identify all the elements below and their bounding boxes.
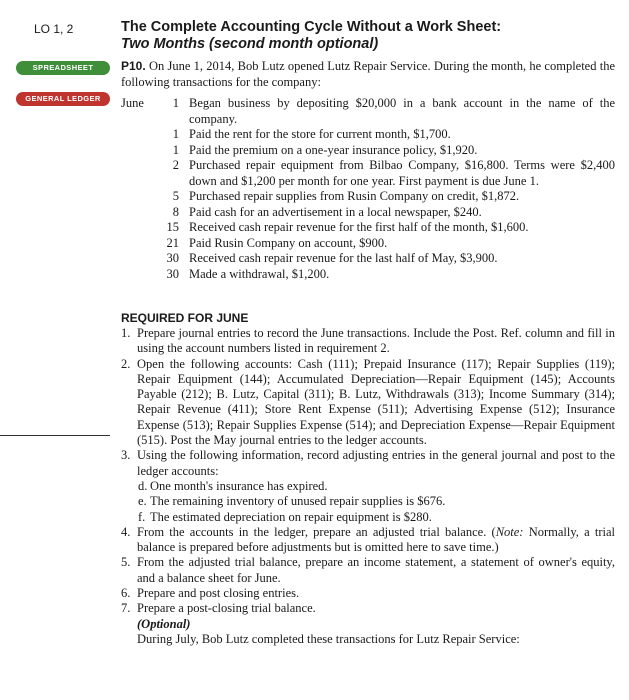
margin-rule <box>0 435 110 436</box>
transaction-list <box>121 96 615 282</box>
transaction-day: 2 <box>172 158 179 172</box>
requirement-text: Prepare and post closing entries. <box>137 586 300 601</box>
transaction-text: Began business by depositing $20,000 in a bank account in the name of the company. <box>189 96 615 126</box>
requirement-main-text: From the accounts in the ledger, prepare an adjusted trial balance. <box>137 524 487 539</box>
transaction-text: Received cash repair revenue for the last half of May, $3,900. <box>189 251 498 265</box>
transaction-row <box>121 251 615 267</box>
transaction-day: 30 <box>166 266 179 281</box>
transaction-text: Purchased repair supplies from Rusin Company on credit, $1,872. <box>189 189 520 203</box>
transaction-row <box>121 267 615 283</box>
optional-section <box>121 617 615 648</box>
transaction-text: Paid the rent for the store for current month, $1,700. <box>189 127 451 141</box>
spreadsheet-badge: SPREADSHEET <box>16 61 110 75</box>
problem-intro <box>121 58 615 90</box>
transaction-text: Purchased repair equipment from Bilbao Company, $16,800. Terms were $2,400 down and $1,200 per month for one year. First payment is due June 1. <box>189 158 615 188</box>
note-label: Note: <box>495 524 524 539</box>
transaction-row <box>121 205 615 221</box>
requirement-item <box>121 448 615 479</box>
requirement-item <box>121 326 615 357</box>
requirement-number: 1. <box>121 326 131 340</box>
requirement-number: 4. <box>121 524 131 539</box>
transaction-day: 1 <box>172 142 179 157</box>
requirement-number: 6. <box>121 586 131 601</box>
transaction-text: Made a withdrawal, $1,200. <box>189 266 330 281</box>
optional-text: During July, Bob Lutz completed these transactions for Lutz Repair Service: <box>137 631 520 646</box>
general-ledger-badge: GENERAL LEDGER <box>16 92 110 106</box>
title-line-2: Two Months (second month optional) <box>121 36 379 52</box>
transaction-row <box>121 96 615 127</box>
requirement-number: 5. <box>121 555 131 570</box>
title-line-1: The Complete Accounting Cycle Without a Work Sheet: <box>121 19 502 35</box>
transaction-text: Paid cash for an advertisement in a local newspaper, $240. <box>189 204 482 219</box>
adjustment-letter: d. <box>138 478 148 493</box>
transaction-day: 1 <box>172 127 179 141</box>
transaction-day: 21 <box>166 235 179 250</box>
note-text: Normally, a trial balance is prepared before adjustments but is omitted here to save time.) <box>137 524 615 555</box>
requirement-number: 7. <box>121 601 131 616</box>
transaction-day: 15 <box>166 220 179 234</box>
adjustment-item <box>121 510 615 525</box>
adjustment-text: The estimated depreciation on repair equipment is $280. <box>150 509 432 524</box>
transaction-text: Received cash repair revenue for the first half of the month, $1,600. <box>189 220 529 234</box>
adjustment-text: The remaining inventory of unused repair supplies is $676. <box>150 494 446 509</box>
transaction-row <box>121 158 615 189</box>
adjustment-letter: f. <box>138 509 146 524</box>
transaction-text: Paid Rusin Company on account, $900. <box>189 235 388 250</box>
required-heading: REQUIRED FOR JUNE <box>121 311 249 325</box>
learning-objective: LO 1, 2 <box>34 22 74 36</box>
adjustment-letter: e. <box>138 494 147 509</box>
transaction-day: 5 <box>172 189 179 203</box>
requirement-text: Prepare a post-closing trial balance. <box>137 601 316 616</box>
problem-title <box>121 19 601 53</box>
requirement-text: From the adjusted trial balance, prepare an income statement, a statement of owner's equity, and a balance sheet for June. <box>137 555 615 585</box>
adjustment-item <box>121 479 615 494</box>
transaction-day: 8 <box>172 204 179 219</box>
transaction-day: 1 <box>172 96 179 110</box>
requirement-text: Using the following information, record adjusting entries in the general journal and post to the ledger accounts: <box>137 448 615 478</box>
requirement-text: Open the following accounts: Cash (111); Prepaid Insurance (117); Repair Supplies (119); Repair Equipment (144); Accumulated Depreciation—Repair Equipment (145); Accounts Payable (212); B. Lutz, Capital (311); B. Lutz, Withdrawals (313); Income Summary (314); Repair Revenue (411); Store Rent Expense (511); Advertising Expense (512); Insurance Expense (513); Repair Supplies Expense (514); and Depreciation Expense—Repair Equipment (515). Post the May journal entries to the ledger accounts. <box>137 356 615 448</box>
transaction-day: 30 <box>166 251 179 265</box>
requirement-number: 3. <box>121 448 131 463</box>
transaction-text: Paid the premium on a one-year insurance policy, $1,920. <box>189 142 478 157</box>
requirement-item <box>121 601 615 616</box>
adjustment-item <box>121 494 615 509</box>
requirement-text: Prepare journal entries to record the June transactions. Include the Post. Ref. column and fill in using the account numbers listed in requirement 2. <box>137 326 615 356</box>
problem-number: P10. <box>121 59 146 73</box>
problem-intro-text: On June 1, 2014, Bob Lutz opened Lutz Repair Service. During the month, he completed the following transactions for the company: <box>121 59 616 89</box>
transaction-row <box>121 189 615 205</box>
requirement-item <box>121 357 615 449</box>
transaction-row <box>121 220 615 236</box>
requirement-item <box>121 555 615 586</box>
requirement-item <box>121 525 615 556</box>
requirement-number: 2. <box>121 356 131 371</box>
requirement-item <box>121 586 615 601</box>
requirement-text: From the accounts in the ledger, prepare an adjusted trial balance. (Note: Normally, a trial balance is prepared before adjustments but is omitted here to save time.) <box>137 524 615 555</box>
transaction-row <box>121 236 615 252</box>
requirements-list <box>121 326 615 647</box>
optional-label: (Optional) <box>137 616 191 631</box>
transaction-row <box>121 127 615 143</box>
transaction-month: June <box>121 96 144 110</box>
adjustment-text: One month's insurance has expired. <box>150 478 328 493</box>
transaction-row <box>121 143 615 159</box>
